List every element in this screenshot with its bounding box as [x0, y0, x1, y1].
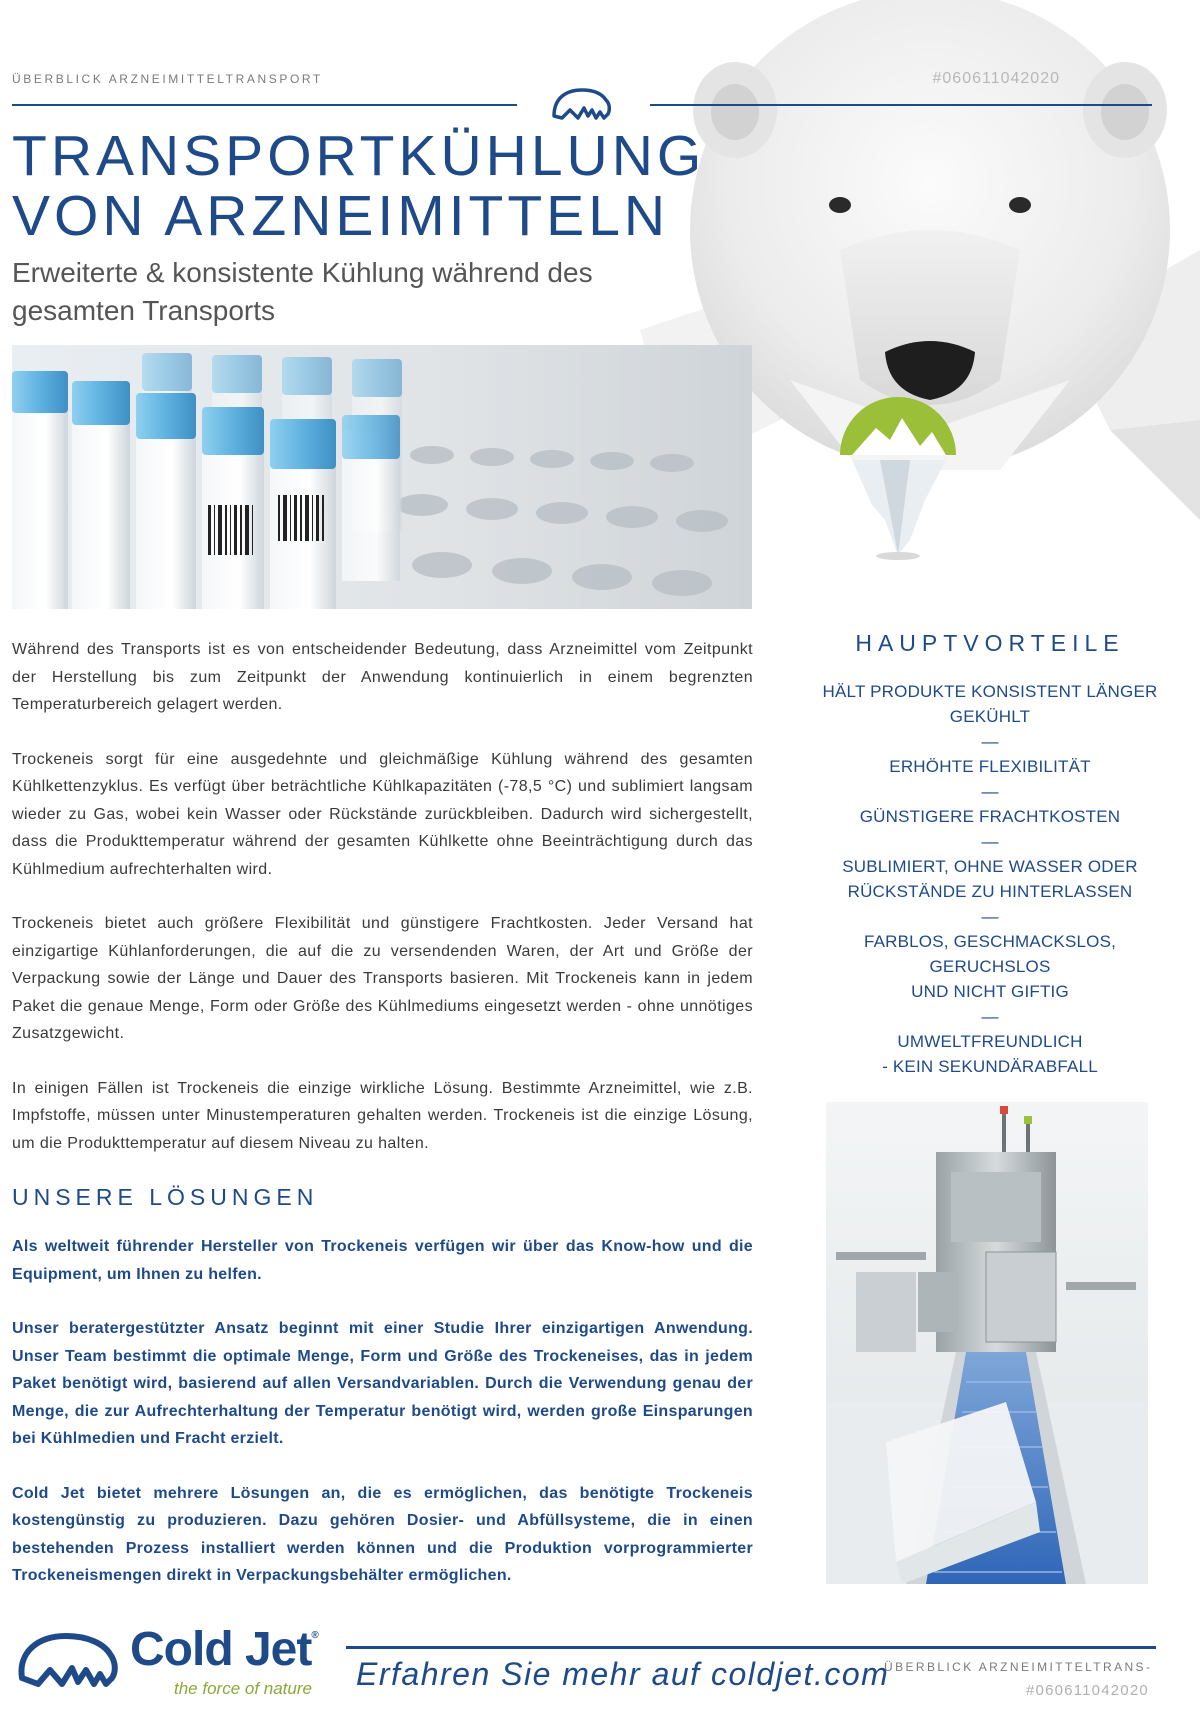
benefit-separator: — [981, 907, 999, 926]
solutions-heading: UNSERE LÖSUNGEN [12, 1184, 319, 1210]
benefit-line: ERHÖHTE FLEXIBILITÄT [889, 757, 1091, 776]
benefits-column [820, 630, 1160, 1079]
title-line-1: TRANSPORTKÜHLUNG [12, 124, 706, 188]
page-subtitle: Erweiterte & konsistente Kühlung während des gesamten Transports [12, 257, 593, 326]
benefit-item [820, 929, 1160, 1004]
benefit-separator: — [981, 1007, 999, 1026]
cold-jet-solutions-paragraph: Cold Jet bietet mehrere Lösungen an, die es ermöglichen, das benötigte Trockeneis kostengünstig zu produzieren. Dazu gehören Dosier- und Abfüllsysteme, die in einen bestehenden Prozess installiert werden können und die Produktion vorprogrammierter Trockeneismengen direkt in Verpackungsbehälter ermöglichen. [12, 1484, 753, 1584]
benefit-item [820, 854, 1160, 904]
document-number: #060611042020 [932, 70, 1060, 87]
benefit-item [820, 1029, 1160, 1079]
footer-meta [884, 1660, 1156, 1699]
footer-rule [346, 1646, 1156, 1649]
header-rule-right [650, 104, 1152, 106]
polar-bear-logo-icon [14, 1628, 124, 1688]
benefit-separator: — [981, 782, 999, 801]
header-rule-left [12, 104, 517, 106]
only-solution-paragraph: In einigen Fällen ist Trockeneis die einzige wirkliche Lösung. Bestimmte Arzneimittel, wie z.B. Impfstoffe, müssen unter Minustemperaturen gehalten werden. Trockeneis ist die einzige Lösung, um die Produkttemperatur auf diesem Niveau zu halten. [12, 1079, 753, 1152]
iceberg-mountain-emblem [840, 397, 956, 560]
footer-eyebrow: ÜBERBLICK ARZNEIMITTELTRANS- [884, 1660, 1153, 1674]
benefit-item [820, 754, 1160, 779]
brand-name [130, 1622, 318, 1677]
benefits-heading: HAUPTVORTEILE [855, 630, 1125, 656]
polar-bear-icon [548, 84, 614, 124]
benefit-item [820, 679, 1160, 729]
main-column [12, 636, 753, 1617]
dry-ice-machine-photo [826, 1102, 1148, 1584]
benefit-line: GÜNSTIGERE FRACHTKOSTEN [859, 807, 1121, 826]
benefit-line: GEKÜHLT [949, 707, 1031, 726]
solutions-lead-paragraph: Als weltweit führender Hersteller von Trockeneis verfügen wir über das Know-how und die Equipment, um Ihnen zu helfen. [12, 1238, 753, 1283]
intro-paragraph: Während des Transports ist es von entscheidender Bedeutung, dass Arzneimittel vom Zeitpunkt der Herstellung bis zum Zeitpunkt der Anwendung kontinuierlich in einem begrenzten Temperaturbereich gelagert werden. [12, 641, 753, 713]
consulting-approach-paragraph: Unser beratergestützter Ansatz beginnt mit einer Studie Ihrer einzigartigen Anwendung. Unser Team bestimmt die optimale Menge, Form und Größe des Trockeneises, das in jedem Paket benötigt wird, basierend auf allen Versandvariablen. Durch die Verwendung genau der Menge, die zur Aufrechterhaltung der Temperatur benötigt wird, werden große Einsparungen bei Kühlmedien und Fracht erzielt. [12, 1320, 753, 1447]
benefit-item [820, 804, 1160, 829]
cold-jet-logo [14, 1622, 334, 1710]
eyebrow-label: ÜBERBLICK ARZNEIMITTELTRANSPORT [12, 72, 323, 86]
footer-document-number: #060611042020 [1026, 1682, 1149, 1699]
benefit-line: UND NICHT GIFTIG [911, 982, 1069, 1001]
benefit-separator: — [981, 732, 999, 751]
benefit-line: SUBLIMIERT, OHNE WASSER ODER [842, 857, 1138, 876]
title-line-2: VON ARZNEIMITTELN [12, 184, 670, 248]
benefit-line: FARBLOS, GESCHMACKSLOS, GERUCHSLOS [863, 932, 1117, 976]
page-title [12, 126, 712, 246]
benefit-separator: — [981, 832, 999, 851]
benefit-line: RÜCKSTÄNDE ZU HINTERLASSEN [847, 882, 1133, 901]
dry-ice-cooling-paragraph: Trockeneis sorgt für eine ausgedehnte und gleichmäßige Kühlung während des gesamten Kühlkettenzyklus. Es verfügt über beträchtliche Kühlkapazitäten (-78,5 °C) und sublimiert langsam wieder zu Gas, wobei kein Wasser oder Rückstände zurückbleiben. Dadurch wird sichergestellt, dass die Produkttemperatur während der gesamten Kühlkette ohne Beeinträchtigung durch das Kühlmedium aufrechterhalten wird. [12, 750, 753, 878]
brand-text: Cold Jet [130, 1623, 312, 1676]
flexibility-paragraph: Trockeneis bietet auch größere Flexibilität und günstigere Frachtkosten. Jeder Versand hat einzigartige Kühlanforderungen, die auf die zu versendenden Waren, der Art und Größe der Verpackung sowie der Länge und Dauer des Transports basieren. Mit Trockeneis kann in jedem Paket die genaue Menge, Form oder Größe des Kühlmediums eingesetzt werden - ohne unnötiges Zusatzgewicht. [12, 915, 753, 1042]
benefit-line: HÄLT PRODUKTE KONSISTENT LÄNGER [822, 682, 1158, 701]
website-link[interactable]: Erfahren Sie mehr auf coldjet.com [356, 1656, 890, 1692]
vials-photo [12, 345, 752, 609]
benefit-line: - KEIN SEKUNDÄRABFALL [882, 1057, 1098, 1076]
registered-mark: ® [311, 1630, 318, 1641]
brand-tagline: the force of nature [174, 1679, 312, 1698]
benefit-line: UMWELTFREUNDLICH [897, 1032, 1083, 1051]
